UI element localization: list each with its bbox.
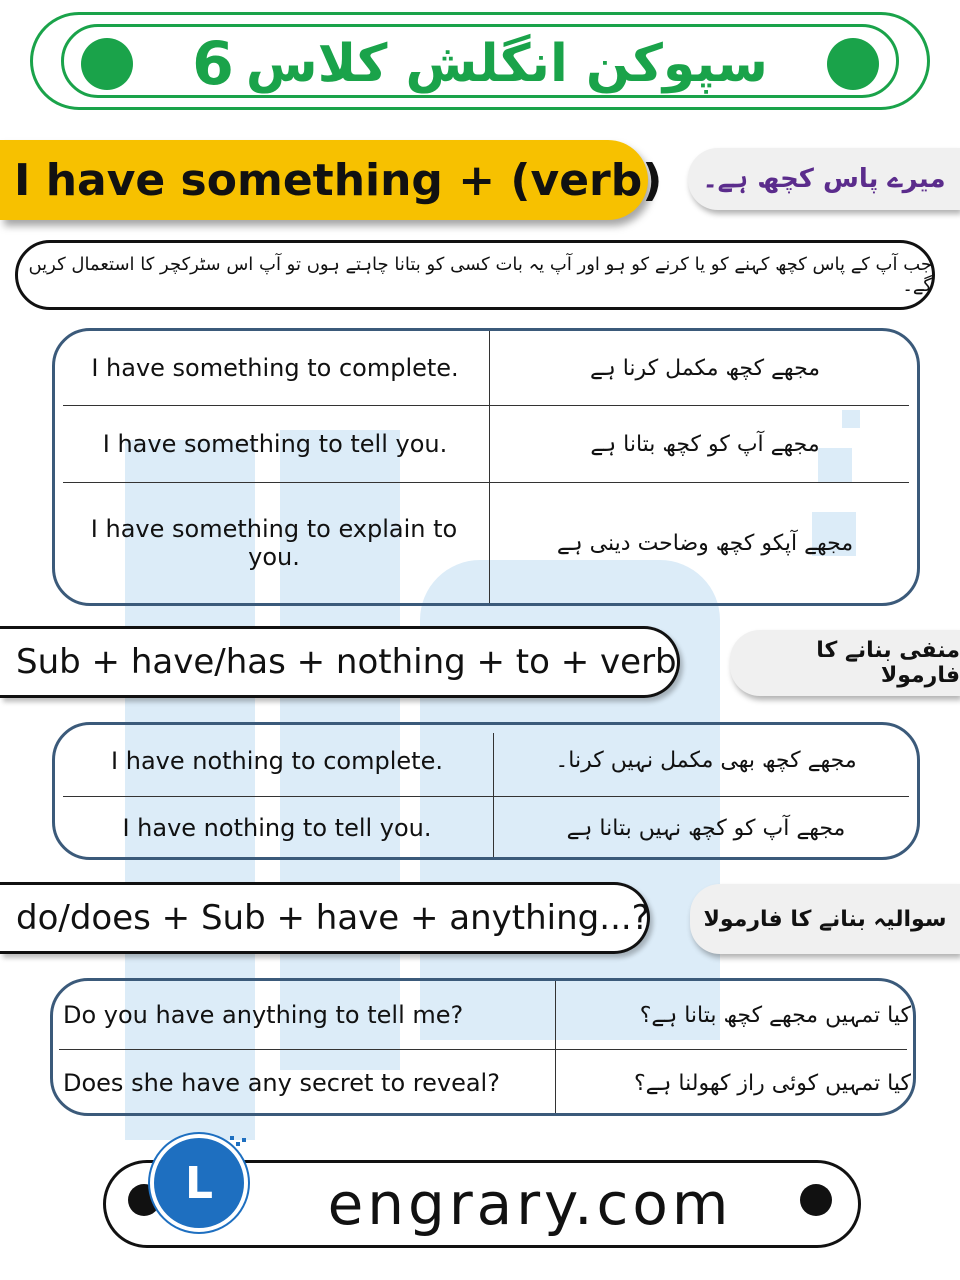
- black-dot-right: [800, 1184, 832, 1216]
- table-row: [55, 331, 917, 405]
- urdu-sentence: مجھے کچھ مکمل کرنا ہے: [589, 355, 821, 381]
- website-url: engrary.com: [327, 1170, 733, 1238]
- green-dot-left: [81, 38, 133, 90]
- urdu-sentence: مجھے آپ کو کچھ نہیں بتانا ہے: [566, 815, 846, 841]
- logo-sparkle-icon: [230, 1136, 246, 1152]
- green-dot-right: [827, 38, 879, 90]
- header-number: 6: [192, 29, 234, 99]
- table-row: [53, 981, 913, 1049]
- table-row: [53, 1050, 913, 1116]
- table-row: [55, 483, 917, 603]
- english-sentence: I have nothing to complete.: [111, 746, 443, 775]
- english-sentence: I have something to complete.: [91, 354, 459, 382]
- description-box: [15, 240, 935, 310]
- structure-title-urdu: میرے پاس کچھ ہے۔: [688, 148, 960, 210]
- table-row: [55, 406, 917, 482]
- english-sentence: I have something to tell you.: [102, 430, 448, 458]
- question-formula: do/does + Sub + have + anything...?: [0, 882, 650, 954]
- urdu-sentence: کیا تمہیں مجھے کچھ بتانا ہے؟: [639, 1002, 911, 1028]
- header-banner: [30, 12, 930, 110]
- structure-title: I have something + (verb): [0, 140, 648, 220]
- header-title-text: سپوکن انگلش کلاس: [245, 34, 768, 94]
- table-row: [55, 725, 917, 796]
- urdu-sentence: مجھے کچھ بھی مکمل نہیں کرنا۔: [555, 748, 857, 773]
- english-sentence: Does she have any secret to reveal?: [63, 1069, 500, 1097]
- header-title: [163, 15, 797, 113]
- negative-formula: Sub + have/has + nothing + to + verb: [0, 626, 680, 698]
- urdu-sentence: مجھے آپکو کچھ وضاحت دینی ہے: [556, 530, 854, 556]
- urdu-sentence: کیا تمہیں کوئی راز کھولنا ہے؟: [633, 1070, 911, 1096]
- table-row: [55, 797, 917, 859]
- english-sentence: I have something to explain to you.: [90, 515, 458, 571]
- negative-formula-label: منفی بنانے کا فارمولا: [730, 630, 960, 696]
- description-text: جب آپ کے پاس کچھ کہنے کو یا کرنے کو ہو اور آپ یہ بات کسی کو بتانا چاہتے ہوں تو آپ اس سٹرکچر کا استعمال کریں گے۔: [28, 254, 932, 296]
- english-sentence: I have nothing to tell you.: [122, 814, 432, 842]
- urdu-sentence: مجھے آپ کو کچھ بتانا ہے: [590, 431, 820, 457]
- examples-table-3: [50, 978, 916, 1116]
- examples-table-2: [52, 722, 920, 860]
- examples-table-1: [52, 328, 920, 606]
- question-formula-label: سوالیہ بنانے کا فارمولا: [690, 884, 960, 954]
- english-sentence: Do you have anything to tell me?: [63, 1001, 464, 1029]
- logo-letter: L: [184, 1157, 214, 1209]
